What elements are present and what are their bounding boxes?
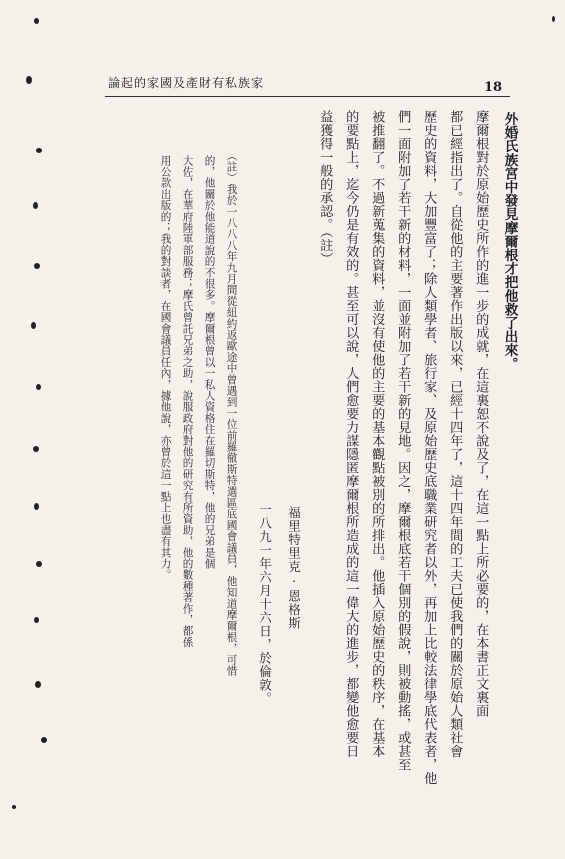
signature-date: 一八九一年六月十六日，於倫敦。 [257,503,273,706]
body-line-6: 被推翻了。不過新蒐集的資料，並沒有使他的主要的基本觀點被別的所排出。他插入原始歷史的秩序，在基本 [369,110,385,758]
footnote-line-4: 用公款出版的；我的對談者，在國會議員任內，據他說，亦曾於這一點上也盡有其力。 [159,155,172,581]
body-line-2: 摩爾根對於原始歷史所作的進一步的成就，在這裏恕不說及了，在這一點上所必要的，在本書正文裏面 [473,110,489,718]
footnote-line-2: 的，他關於他能道說的不很多。摩爾根曾以一私人資格住在羅切斯特，他的兄弟是個 [203,155,216,570]
body-line-8: 益獲得一般的承認。（註） [317,110,333,266]
author-signature: 福里特里克·恩格斯 [286,506,302,630]
running-header-title: 論起的家國及產財有私族家 [108,76,265,90]
footnote-line-1: （註）我於一八八八年九月間從紐約返歐途中曾遇到一位前羅徹斯特選區底國會議員，他知道摩爾根，可惜 [225,150,238,677]
body-line-3: 都已經指出了。自從他的主要著作出版以來，已經十四年了，這十四年間的工夫已使我們的關於原始人類社會 [447,110,463,758]
page-number: 18 [484,80,503,95]
header-rule [105,96,510,97]
footnote-line-3: 大佐，在華府陸軍部服務；摩氏曾託兄弟之助，說服政府對他的研究有所資助，他的數種著作，都係 [181,155,194,648]
body-line-7: 的要點上，迄今仍是有效的。甚至可以說，人們愈要力謀隱匿摩爾根所造成的這一偉大的進步，都變他愈要日 [343,110,359,758]
body-line-1: 外婚氏族宮中發見摩爾根才把他救了出來。 [501,112,518,371]
body-line-4: 歷史的資料，大加豐富了；除人類學者、旅行家、及原始歷史底職業研究者以外，再加上比較法律學底代表者，他 [421,110,437,785]
body-line-5: 們一面附加了若干新的材料，一面並附加了若干新的見地。因之，摩爾根底若干個別的假說，則被動搖，或甚至 [395,110,411,772]
